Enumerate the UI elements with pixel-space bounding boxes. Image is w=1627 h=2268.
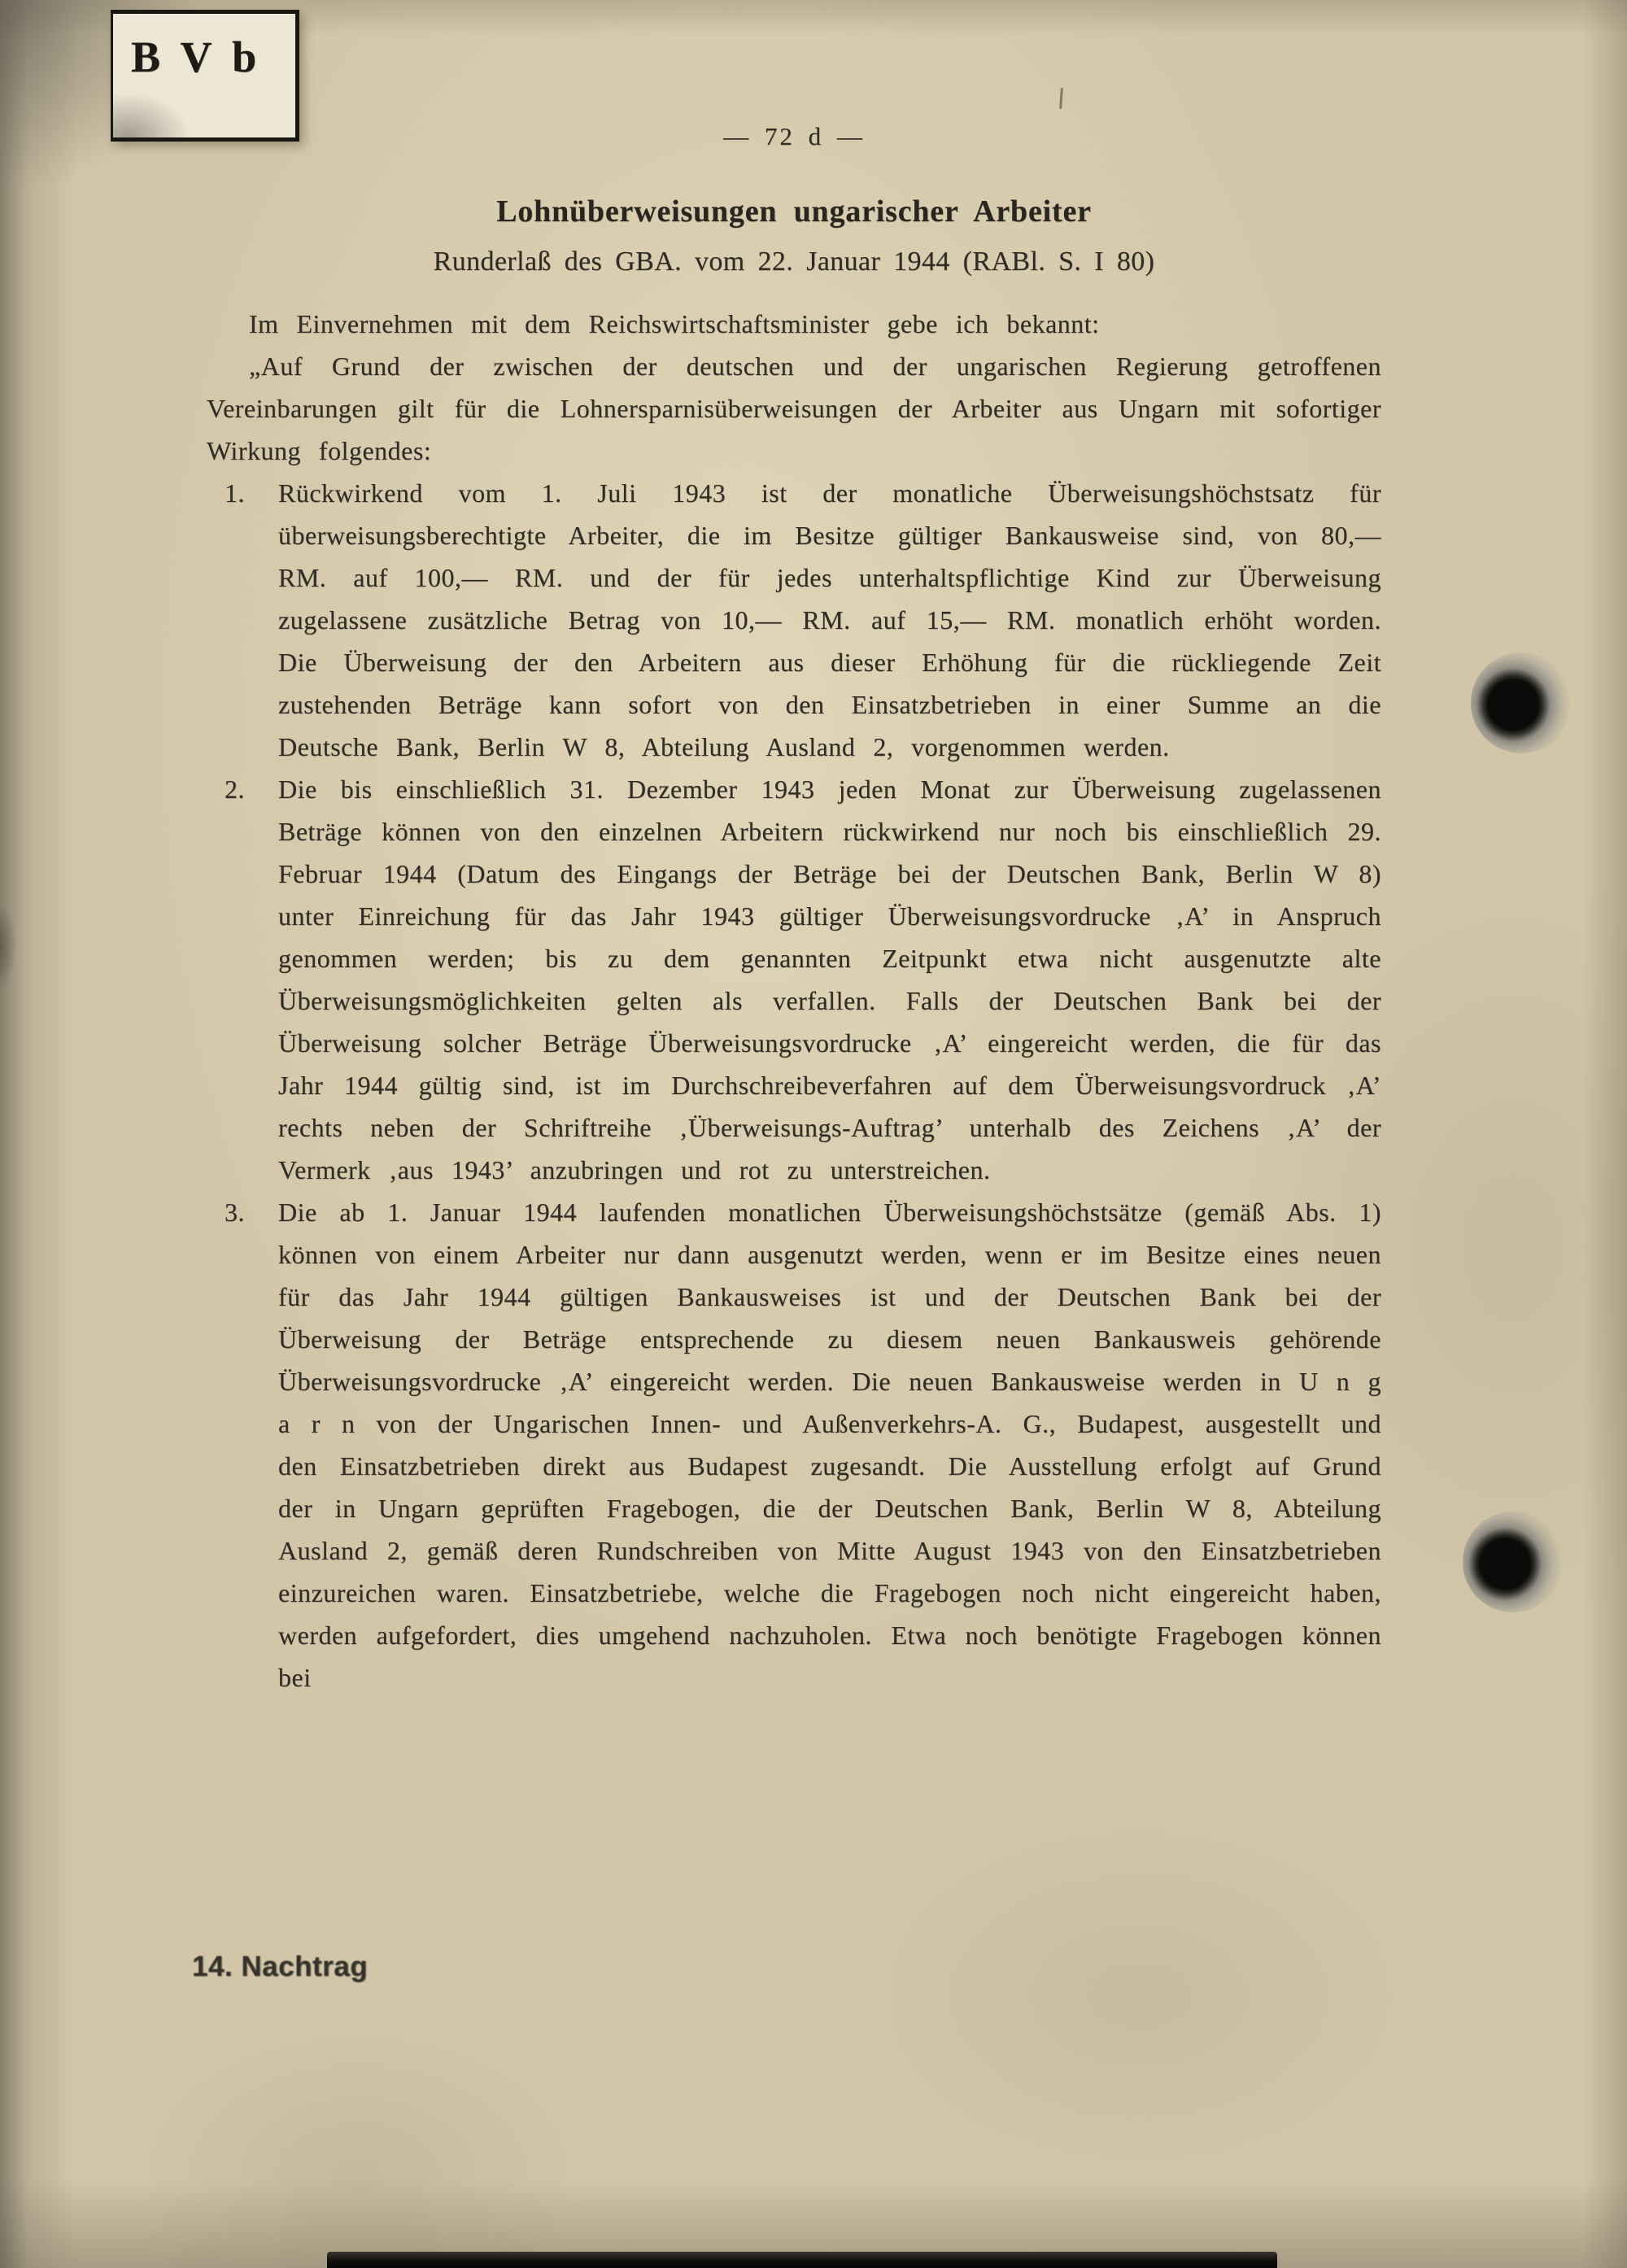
punch-hole-top <box>1471 652 1572 753</box>
intro-paragraph-2: „Auf Grund der zwischen der deutschen und der ungarischen Regierung getroffenen Vereinbarungen gilt für die Lohnersparnisüberweisungen der Arbeiter aus Ungarn mit sofortiger Wirkung folgendes: <box>207 351 1381 465</box>
list-item-text: Rückwirkend vom 1. Juli 1943 ist der monatliche Überweisungshöchstsatz für überweisungsberechtigte Arbeiter, die im Besitze gültiger Bankausweise sind, von 80,— RM. auf 100,— RM. und der für jedes unterhaltspflichtige Kind zur Überweisung zugelassene zusätzliche Betrag von 10,— RM. auf 15,— RM. monatlich erhöht worden. Die Überweisung der den Arbeitern aus dieser Erhöhung für die rückliegende Zeit zustehenden Beträge kann sofort von den Einsatzbetrieben in einer Summe an die Deutsche Bank, Berlin W 8, Abteilung Ausland 2, vorgenommen werden. <box>278 478 1381 761</box>
list-item-number: 3. <box>225 1197 245 1227</box>
list-item <box>207 1191 1381 1699</box>
scan-bottom-edge-strip <box>327 2252 1277 2268</box>
punch-hole-bottom <box>1463 1511 1564 1612</box>
stamp-label: B V b <box>131 33 262 81</box>
intro-paragraph-1: Im Einvernehmen mit dem Reichswirtschaftsminister gebe ich bekannt: <box>249 309 1100 338</box>
page-number: — 72 d — <box>723 122 865 150</box>
list-item-text: Die ab 1. Januar 1944 laufenden monatlichen Überweisungshöchstsätze (gemäß Abs. 1) können von einem Arbeiter nur dann ausgenutzt werden, wenn er im Besitze eines neuen für das Jahr 1944 gültigen Bankausweises ist und der Deutschen Bank bei der Überweisung der Beträge entsprechende zu diesem neuen Bankausweis gehörende Überweisungsvordrucke ‚A’ eingereicht werden. Die neuen Bankausweise werden in U n g a r n von der Ungarischen Innen- und Außenverkehrs-A. G., Budapest, ausgestellt und den Einsatzbetrieben direkt aus Budapest zugesandt. Die Ausstellung erfolgt auf Grund der in Ungarn geprüften Fragebogen, die der Deutschen Bank, Berlin W 8, Abteilung Ausland 2, gemäß deren Rundschreiben von Mitte August 1943 von den Einsatzbetrieben einzureichen waren. Einsatzbetriebe, welche die Fragebogen noch nicht eingereicht haben, werden aufgefordert, dies umgehend nachzuholen. Etwa noch benötigte Fragebogen können bei <box>278 1197 1381 1692</box>
document-title: Lohnüberweisungen ungarischer Arbeiter <box>496 194 1092 229</box>
scan-artifact-mark <box>1059 88 1063 109</box>
supplement-footer-note: 14. Nachtrag <box>192 1951 369 1982</box>
stamp-smudge <box>113 95 186 137</box>
list-item-number: 1. <box>225 478 245 508</box>
page-content <box>207 122 1381 1699</box>
document-subtitle: Runderlaß des GBA. vom 22. Januar 1944 (RABl. S. I 80) <box>433 246 1155 277</box>
list-item-number: 2. <box>225 774 245 804</box>
numbered-list <box>207 472 1381 1699</box>
list-item <box>207 472 1381 768</box>
list-item <box>207 768 1381 1191</box>
scan-edge-shadow <box>0 901 16 991</box>
list-item-text: Die bis einschließlich 31. Dezember 1943 jeden Monat zur Überweisung zugelassenen Beträge können von den einzelnen Arbeitern rückwirkend nur noch bis einschließlich 29. Februar 1944 (Datum des Eingangs der Beträge bei der Deutschen Bank, Berlin W 8) unter Einreichung für das Jahr 1943 gültiger Überweisungsvordrucke ‚A’ in Anspruch genommen werden; bis zu dem genannten Zeitpunkt etwa nicht ausgenutzte alte Überweisungsmöglichkeiten gelten als verfallen. Falls der Deutschen Bank bei der Überweisung solcher Beträge Überweisungsvordrucke ‚A’ eingereicht werden, die für das Jahr 1944 gültig sind, ist im Durchschreibeverfahren auf dem Überweisungsvordruck ‚A’ rechts neben der Schriftreihe ‚Überweisungs-Auftrag’ unterhalb des Zeichens ‚A’ der Vermerk ‚aus 1943’ anzubringen und rot zu unterstreichen. <box>278 774 1381 1184</box>
